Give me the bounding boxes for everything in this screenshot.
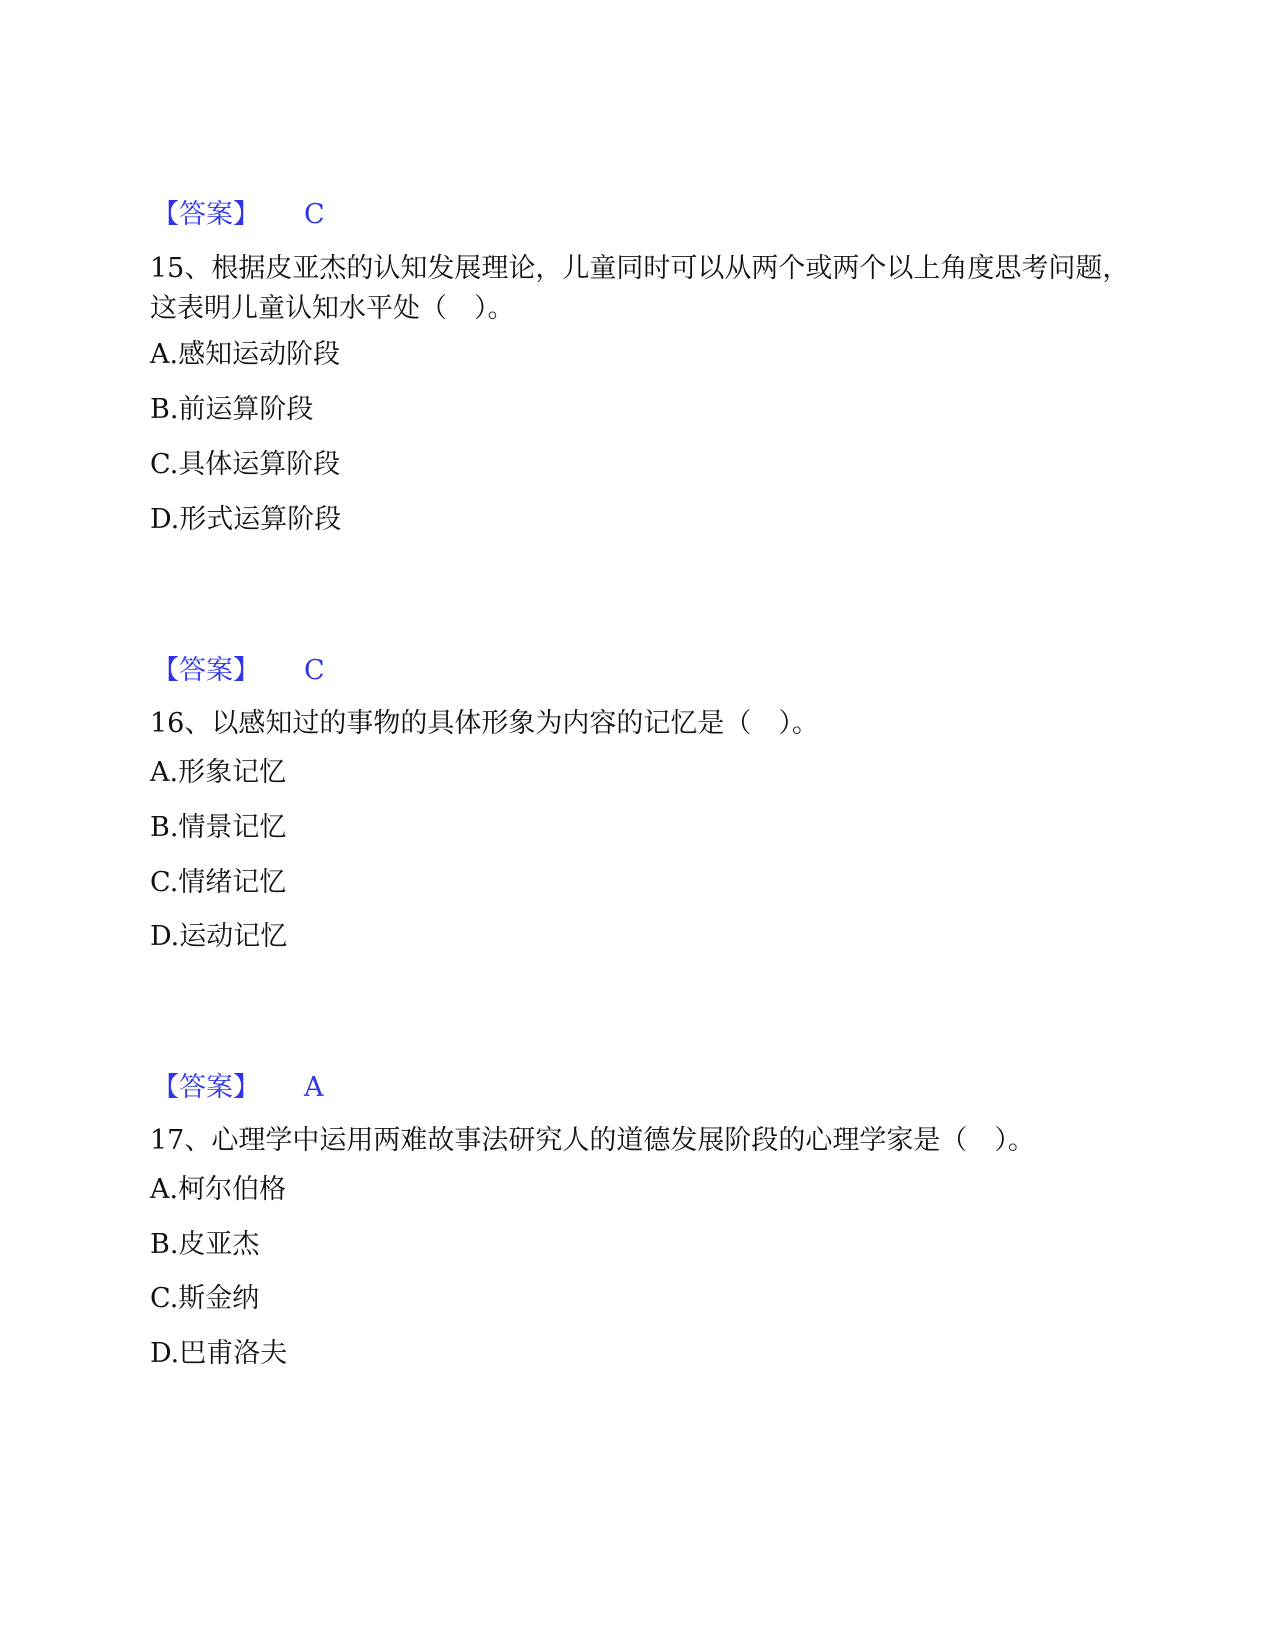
option-b: B.皮亚杰 [150, 1229, 260, 1260]
answer-value: A [304, 1072, 324, 1103]
answer-line [152, 654, 325, 688]
option-b: B.前运算阶段 [150, 394, 314, 425]
option-c: C.情绪记忆 [150, 867, 287, 898]
option-d: D.巴甫洛夫 [150, 1338, 288, 1369]
question-text: 15、根据皮亚杰的认知发展理论，儿童同时可以从两个或两个以上角度思考问题，这表明儿童认知水平处（ ）。 [150, 253, 1130, 324]
answer-label: 【答案】 [152, 1072, 260, 1103]
answer-line [152, 198, 325, 232]
option-a: A.柯尔伯格 [150, 1174, 287, 1205]
option-a: A.形象记忆 [150, 757, 287, 788]
question-text: 17、心理学中运用两难故事法研究人的道德发展阶段的心理学家是（ ）。 [150, 1125, 1035, 1156]
option-c: C.斯金纳 [150, 1283, 260, 1314]
answer-label: 【答案】 [152, 655, 260, 686]
answer-value: C [304, 199, 325, 230]
option-b: B.情景记忆 [150, 812, 287, 843]
option-c: C.具体运算阶段 [150, 449, 341, 480]
answer-line [152, 1071, 324, 1105]
answer-value: C [304, 655, 325, 686]
option-d: D.运动记忆 [150, 921, 288, 952]
option-d: D.形式运算阶段 [150, 504, 342, 535]
question-text: 16、以感知过的事物的具体形象为内容的记忆是（ ）。 [150, 708, 819, 739]
option-a: A.感知运动阶段 [150, 339, 341, 370]
answer-label: 【答案】 [152, 199, 260, 230]
